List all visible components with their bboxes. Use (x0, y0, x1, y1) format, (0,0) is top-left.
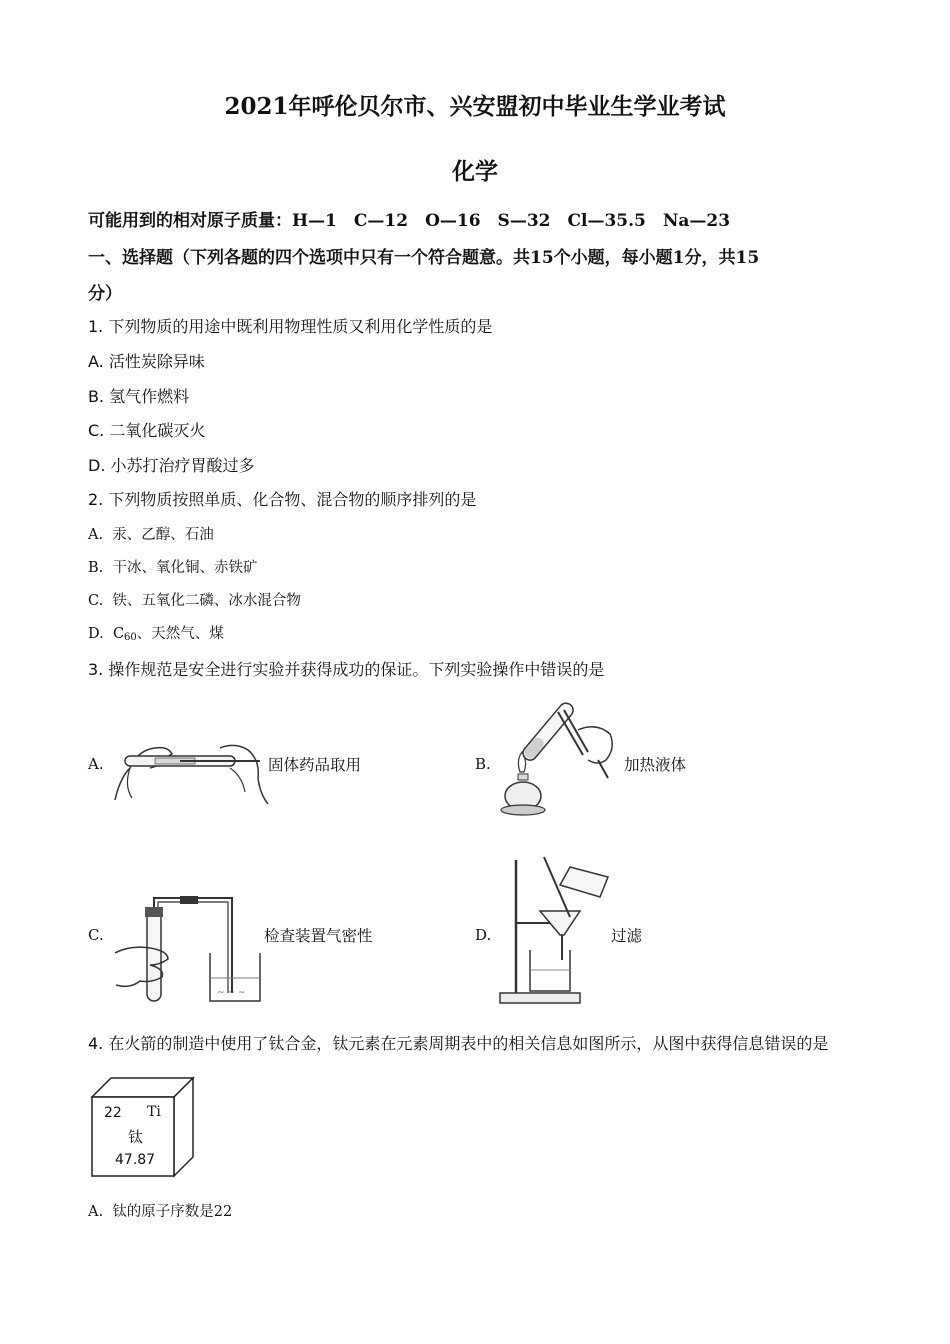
question-3 (88, 657, 604, 680)
question-number: 2. (88, 490, 104, 509)
option-1d[interactable]: D. 小苏打治疗胃酸过多 (88, 456, 255, 475)
question-stem: 操作规范是安全进行实验并获得成功的保证。下列实验操作中错误的是 (108, 660, 605, 679)
heating-liquid-illustration (498, 700, 623, 818)
figure-b-letter: B. (475, 755, 491, 773)
element-atomic-number: 22 (104, 1105, 122, 1121)
question-2 (88, 487, 476, 510)
element-name: 钛 (128, 1128, 144, 1146)
figure-d-letter: D. (475, 926, 492, 944)
option-1b[interactable]: B. 氢气作燃料 (88, 387, 190, 406)
section-heading-cont: 分） (88, 284, 122, 304)
question-stem: 下列物质按照单质、化合物、混合物的顺序排列的是 (108, 490, 477, 509)
question-stem: 在火箭的制造中使用了钛合金，钛元素在元素周期表中的相关信息如图所示，从图中获得信息错误的是 (108, 1034, 829, 1053)
option-2d[interactable]: D. $C_{60}$、天然气、煤 (88, 626, 224, 643)
question-stem: 下列物质的用途中既利用物理性质又利用化学性质的是 (108, 317, 493, 336)
option-1c[interactable]: C. 二氧化碳灭火 (88, 421, 206, 440)
option-4a[interactable]: A. 钛的原子序数是22 (88, 1204, 233, 1220)
figure-b-caption: 加热液体 (624, 756, 687, 774)
element-atomic-mass: 47.87 (115, 1152, 156, 1168)
question-number: 4. (88, 1034, 104, 1053)
question-4 (88, 1031, 828, 1054)
subject-title: 化学 (452, 158, 498, 185)
question-1 (88, 314, 492, 337)
figure-c-letter: C. (88, 926, 104, 944)
element-symbol: Ti (147, 1104, 161, 1120)
atomic-masses: 可能用到的相对原子质量：H—1 C—12 O—16 S—32 Cl—35.5 Na—23 (88, 211, 731, 231)
figure-a-letter: A. (88, 755, 104, 773)
option-2b[interactable]: B. 干冰、氧化铜、赤铁矿 (88, 560, 258, 576)
option-2a[interactable]: A. 汞、乙醇、石油 (88, 527, 214, 543)
section-heading: 一、选择题（下列各题的四个选项中只有一个符合题意。共15个小题，每小题1分，共15 (88, 248, 760, 268)
exam-title: 2021年呼伦贝尔市、兴安盟初中毕业生学业考试 (224, 93, 726, 120)
question-number: 1. (88, 317, 104, 336)
test-tube-horizontal-illustration (110, 738, 270, 808)
option-1a[interactable]: A. 活性炭除异味 (88, 352, 205, 371)
question-number: 3. (88, 660, 104, 679)
figure-d-caption: 过滤 (611, 927, 643, 945)
figure-a-caption: 固体药品取用 (268, 756, 362, 774)
svg-text:~ ~ ~: ~ ~ ~ (217, 988, 246, 998)
airtightness-check-illustration (110, 893, 265, 1008)
figure-c-caption: 检查装置气密性 (264, 927, 373, 945)
filtration-illustration (500, 855, 615, 1007)
option-2c[interactable]: C. 铁、五氧化二磷、冰水混合物 (88, 593, 301, 609)
